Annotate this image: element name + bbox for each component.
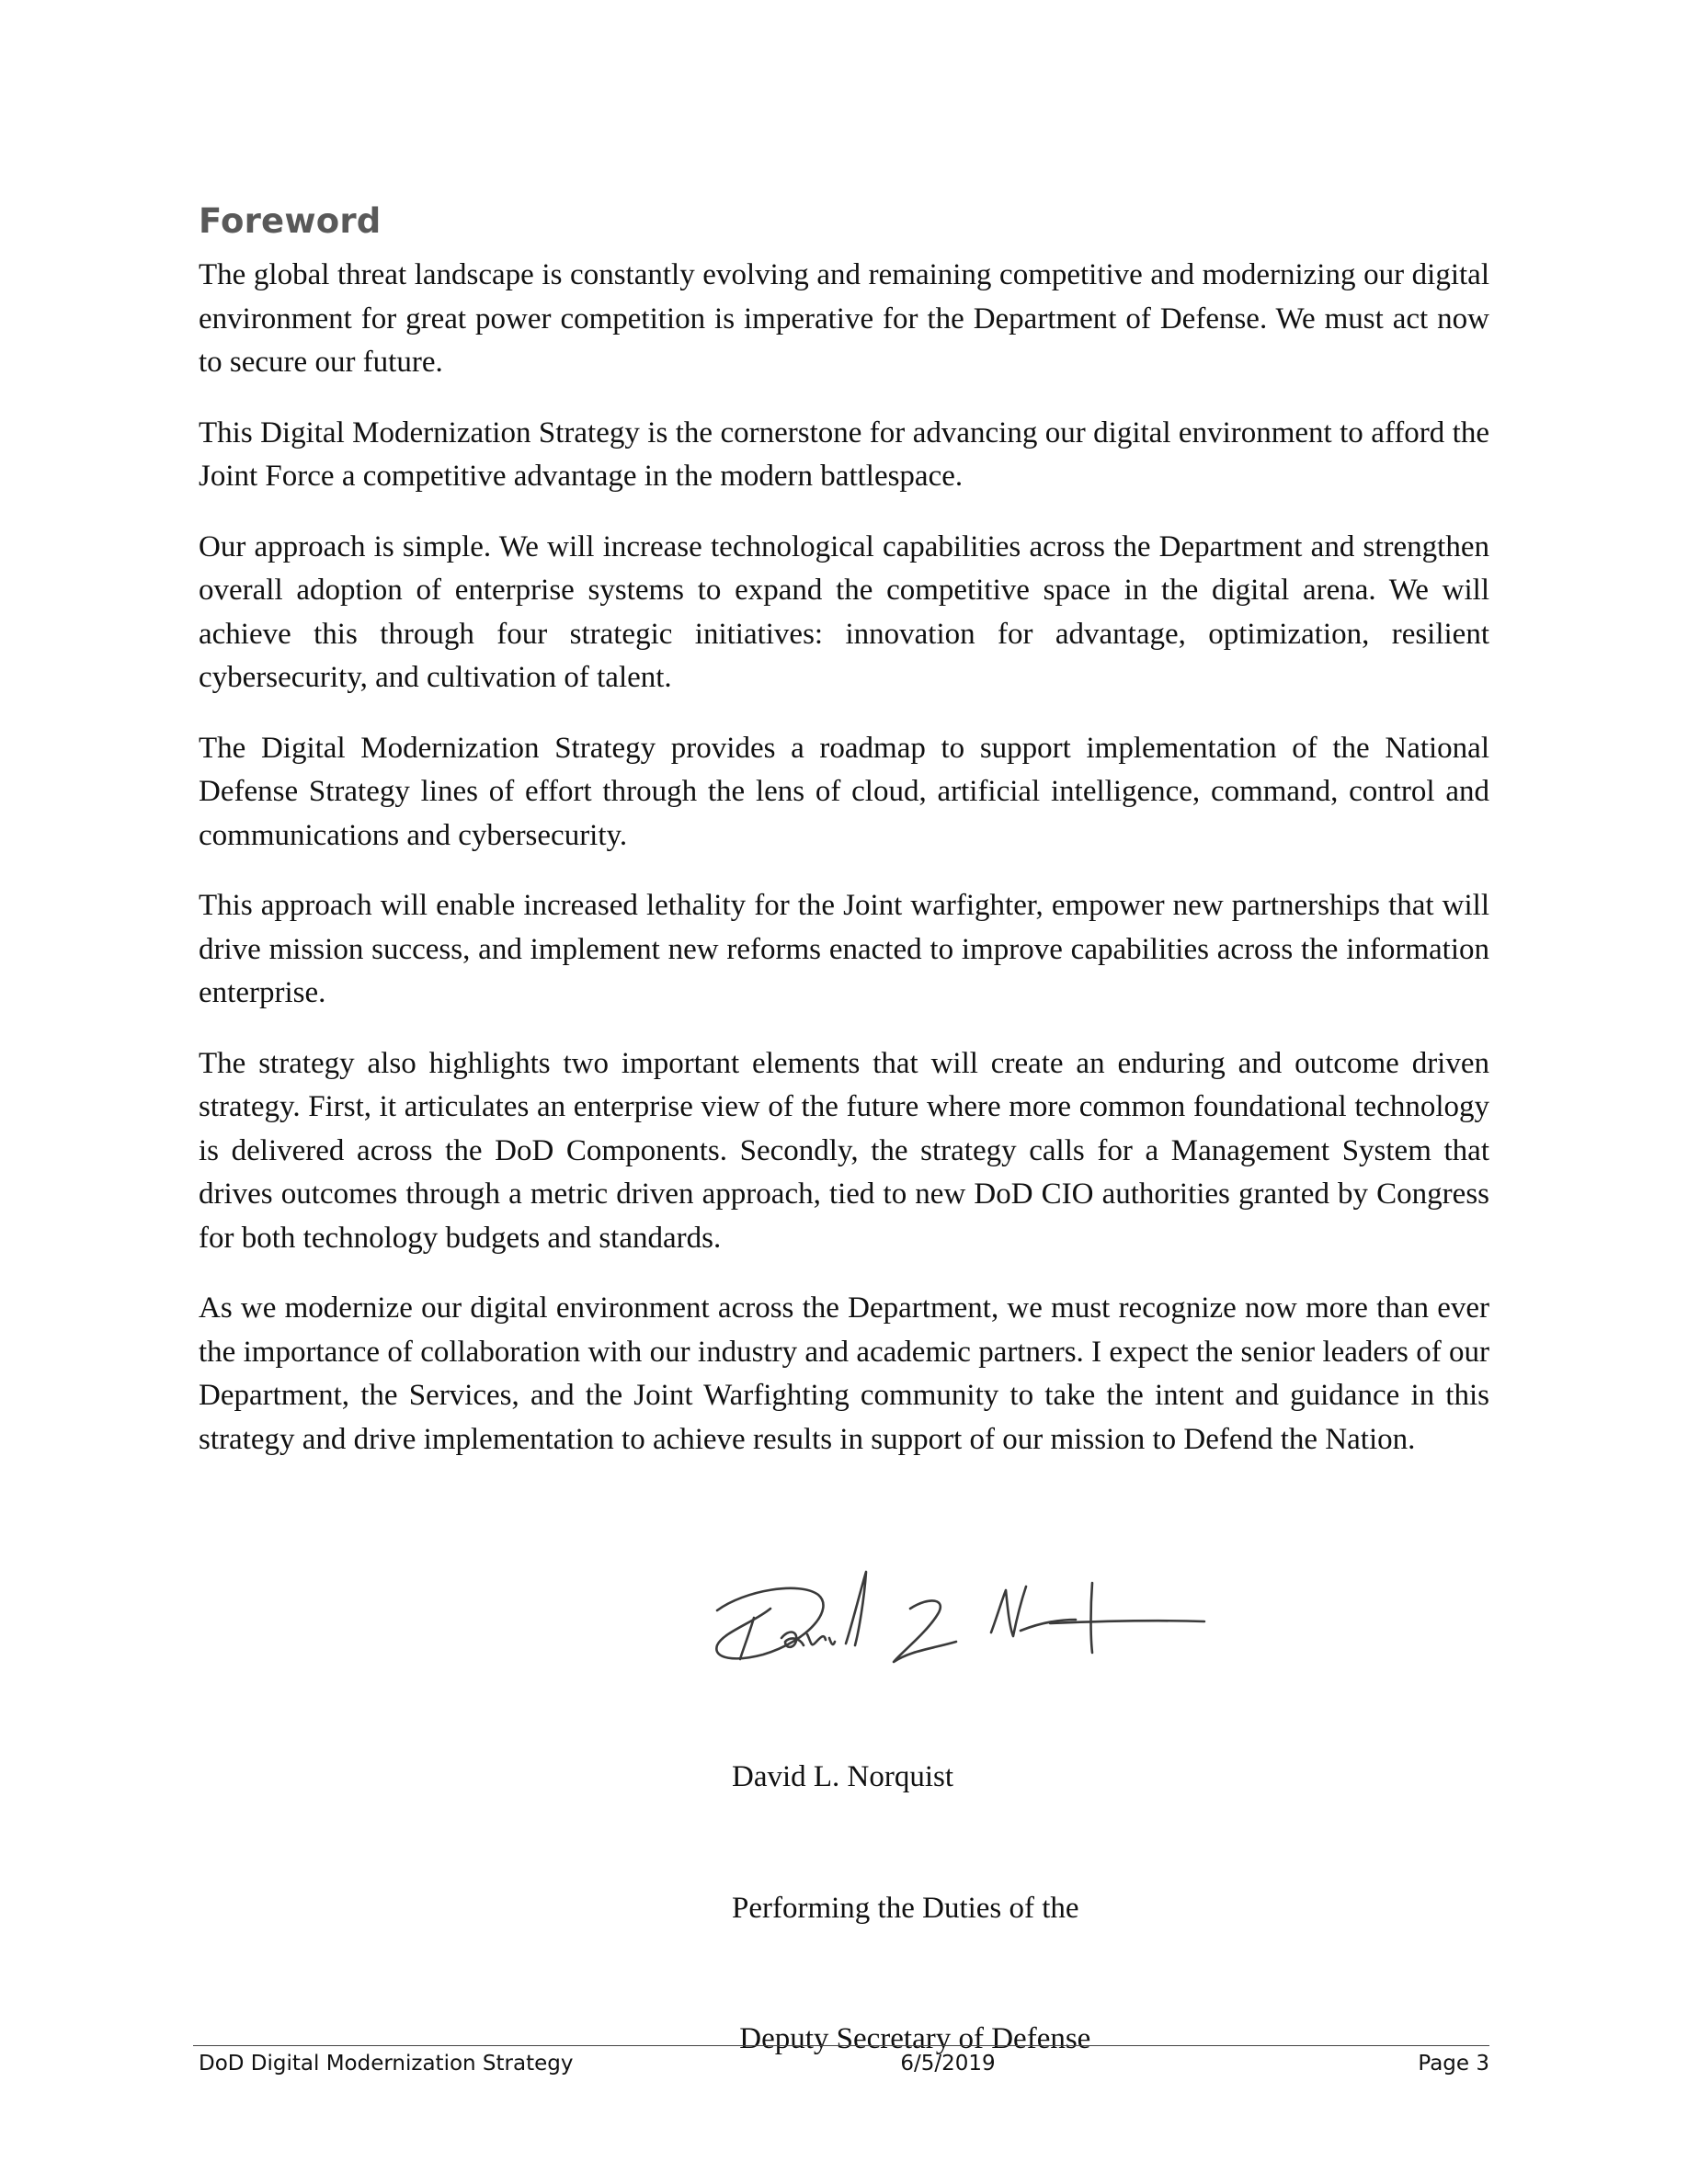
paragraph-2: This Digital Modernization Strategy is the cornerstone for advancing our digital environment to afford the Joint Force a competitive advantage in the modern battlespace. (199, 415, 1489, 493)
paragraph-7: As we modernize our digital environment across the Department, we must recognize now more than ever the importance of collaboration with our industry and academic partners. I expect the senior leaders of our Department, the Services, and the Joint Warfighting community to take the intent and guidance in this strategy and drive implementation to achieve results in support of our mission to Defend the Nation. (199, 1291, 1489, 1456)
paragraph-1: The global threat landscape is constantly evolving and remaining competitive and modernizing our digital environment for great power competition is imperative for the Department of Defense. We must act now to secure our future. (199, 258, 1489, 379)
page-footer (199, 2052, 1489, 2085)
page-title: Foreword (199, 201, 382, 241)
signer-title-line-2: Deputy Secretary of Defense (732, 2022, 1091, 2055)
paragraph-4: The Digital Modernization Strategy provides a roadmap to support implementation of the National Defense Strategy lines of effort through the lens of cloud, artificial intelligence, command, control and communications and cybersecurity. (199, 731, 1489, 852)
footer-date: 6/5/2019 (900, 2052, 996, 2076)
paragraph-6: The strategy also highlights two important elements that will create an enduring and outcome driven strategy. First, it articulates an enterprise view of the future where more common foundational technology is delivered across the DoD Components. Secondly, the strategy calls for a Management System that drives outcomes through a metric driven approach, tied to new DoD CIO authorities granted by Congress for both technology budgets and standards. (199, 1046, 1489, 1255)
footer-divider (193, 2045, 1489, 2046)
signer-name: David L. Norquist (732, 1760, 954, 1793)
foreword-section (199, 195, 1489, 1488)
paragraph-5: This approach will enable increased lethality for the Joint warfighter, empower new partnerships that will drive mission success, and implement new reforms enacted to improve capabilities across the information enterprise. (199, 889, 1489, 1009)
signer-title-line-1: Performing the Duties of the (732, 1891, 1079, 1925)
footer-document-title: DoD Digital Modernization Strategy (199, 2052, 574, 2076)
paragraph-3: Our approach is simple. We will increase technological capabilities across the Department and strengthen overall adoption of enterprise systems to expand the competitive space in the digital arena. We will achieve this through four strategic initiatives: innovation for advantage, optimization, resilient cybersecurity, and cultivation of talent. (199, 529, 1489, 694)
footer-page-number: Page 3 (1418, 2052, 1489, 2076)
